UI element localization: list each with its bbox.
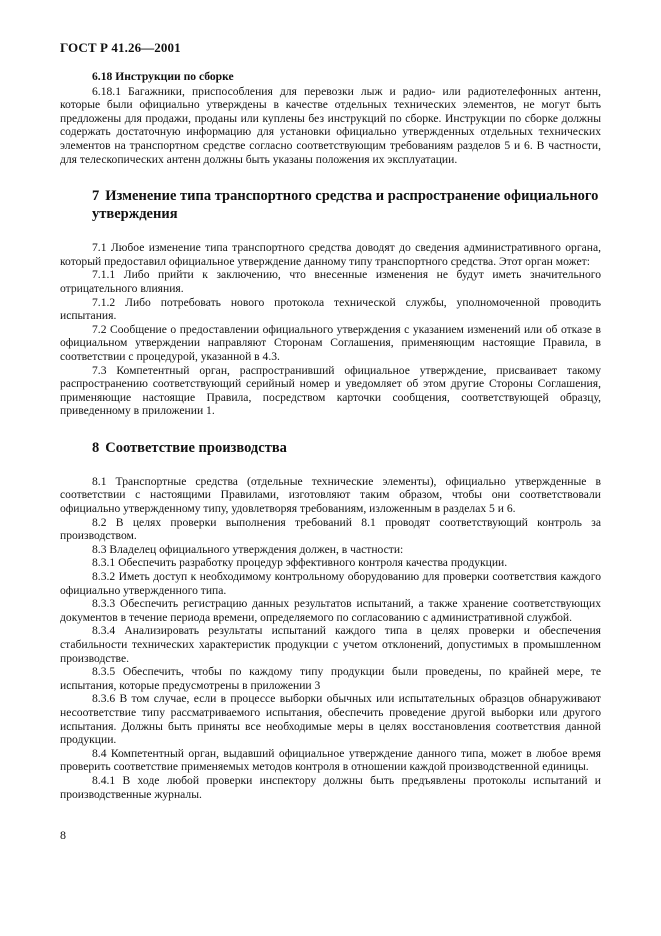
page-body: [60, 70, 601, 801]
paragraph-8-3-3: 8.3.3 Обеспечить регистрацию данных результатов испытаний, а также хранение соответствующих документов в течение периода времени, определяемого по согласованию с административной службой.: [60, 597, 601, 624]
section-7-heading: [60, 187, 601, 223]
paragraph-7-3: 7.3 Компетентный орган, распространивший официальное утверждение, присваивает такому распространению соответствующий серийный номер и уведомляет об этом другие Стороны Соглашения, применяющие настоящие Правила, посредством карточки сообщения, соответствующей образцу, приведенному в приложении 1.: [60, 363, 601, 418]
section-8-heading: [60, 439, 601, 457]
paragraph-7-2: 7.2 Сообщение о предоставлении официального утверждения с указанием изменений или об отказе в официальном утверждении направляют Сторонам Соглашения, применяющим настоящие Правила, в соответствии с процедурой, указанной в 4.3.: [60, 322, 601, 363]
paragraph-8-3-2: 8.3.2 Иметь доступ к необходимому контрольному оборудованию для проверки соответствия каждого официально утвержденного типа.: [60, 570, 601, 597]
paragraph-6-18-1: 6.18.1 Багажники, приспособления для перевозки лыж и радио- или радиотелефонных антенн, которые были официально утверждены в качестве отдельных технических элементов, не могут быть предложены для продажи, проданы или куплены без инструкций по сборке. Инструкции по сборке должны содержать достаточную информацию для установки официально утвержденных отдельных технических элементов на транспортном средстве согласно соответствующим требованиям разделов 5 и 6. В частности, для телескопических антенн должны быть указаны положения их эксплуатации.: [60, 84, 601, 166]
section-7-title: Изменение типа транспортного средства и распространение официального утверждения: [92, 188, 599, 223]
page-number: 8: [60, 828, 66, 842]
section-7-number: 7: [92, 188, 100, 205]
document-code-header: ГОСТ Р 41.26—2001: [60, 40, 181, 55]
paragraph-8-4: 8.4 Компетентный орган, выдавший официальное утверждение данного типа, может в любое время проверить соответствие применяемых методов контроля в отношении каждой производственной единицы.: [60, 746, 601, 774]
subsection-title-6-18: 6.18 Инструкции по сборке: [92, 70, 234, 83]
paragraph-7-1-1: 7.1.1 Либо прийти к заключению, что внесенные изменения не будут иметь значительного отрицательного влияния.: [60, 268, 601, 295]
paragraph-8-3-5: 8.3.5 Обеспечить, чтобы по каждому типу продукции были проведены, по крайней мере, те испытания, которые предусмотрены в приложении 3: [60, 665, 601, 692]
paragraph-8-2: 8.2 В целях проверки выполнения требований 8.1 проводят соответствующий контроль за производством.: [60, 515, 601, 543]
section-8-number: 8: [92, 439, 100, 456]
paragraph-7-1-2: 7.1.2 Либо потребовать нового протокола технической службы, уполномоченной проводить испытания.: [60, 295, 601, 323]
paragraph-7-1: 7.1 Любое изменение типа транспортного средства доводят до сведения административного органа, который предоставил официальное утверждение данному типу транспортного средства. Этот орган может:: [60, 241, 601, 268]
paragraph-8-3-4: 8.3.4 Анализировать результаты испытаний каждого типа в целях проверки и обеспечения стабильности технических характеристик продукции с учетом отклонений, допустимых в промышленном производстве.: [60, 624, 601, 665]
paragraph-8-4-1: 8.4.1 В ходе любой проверки инспектору должны быть предъявлены протоколы испытаний и производственные журналы.: [60, 773, 601, 801]
paragraph-8-1: 8.1 Транспортные средства (отдельные технические элементы), официально утвержденные в соответствии с настоящими Правилами, изготовляют таким образом, чтобы они соответствовали официально утвержденному типу, удовлетворяя требованиям, изложенным в разделах 5 и 6.: [60, 474, 601, 516]
paragraph-8-3-1: 8.3.1 Обеспечить разработку процедур эффективного контроля качества продукции.: [92, 556, 508, 570]
section-8-title: Соответствие производства: [105, 439, 287, 456]
paragraph-8-3: 8.3 Владелец официального утверждения должен, в частности:: [92, 542, 404, 556]
paragraph-8-3-6: 8.3.6 В том случае, если в процессе выборки обычных или испытательных образцов обнаруживают несоответствие типу рассматриваемого испытания, обеспечить проведение другой выборки или другого испытания. Должны быть приняты все необходимые меры в целях восстановления соответствия данной продукции.: [60, 692, 601, 747]
